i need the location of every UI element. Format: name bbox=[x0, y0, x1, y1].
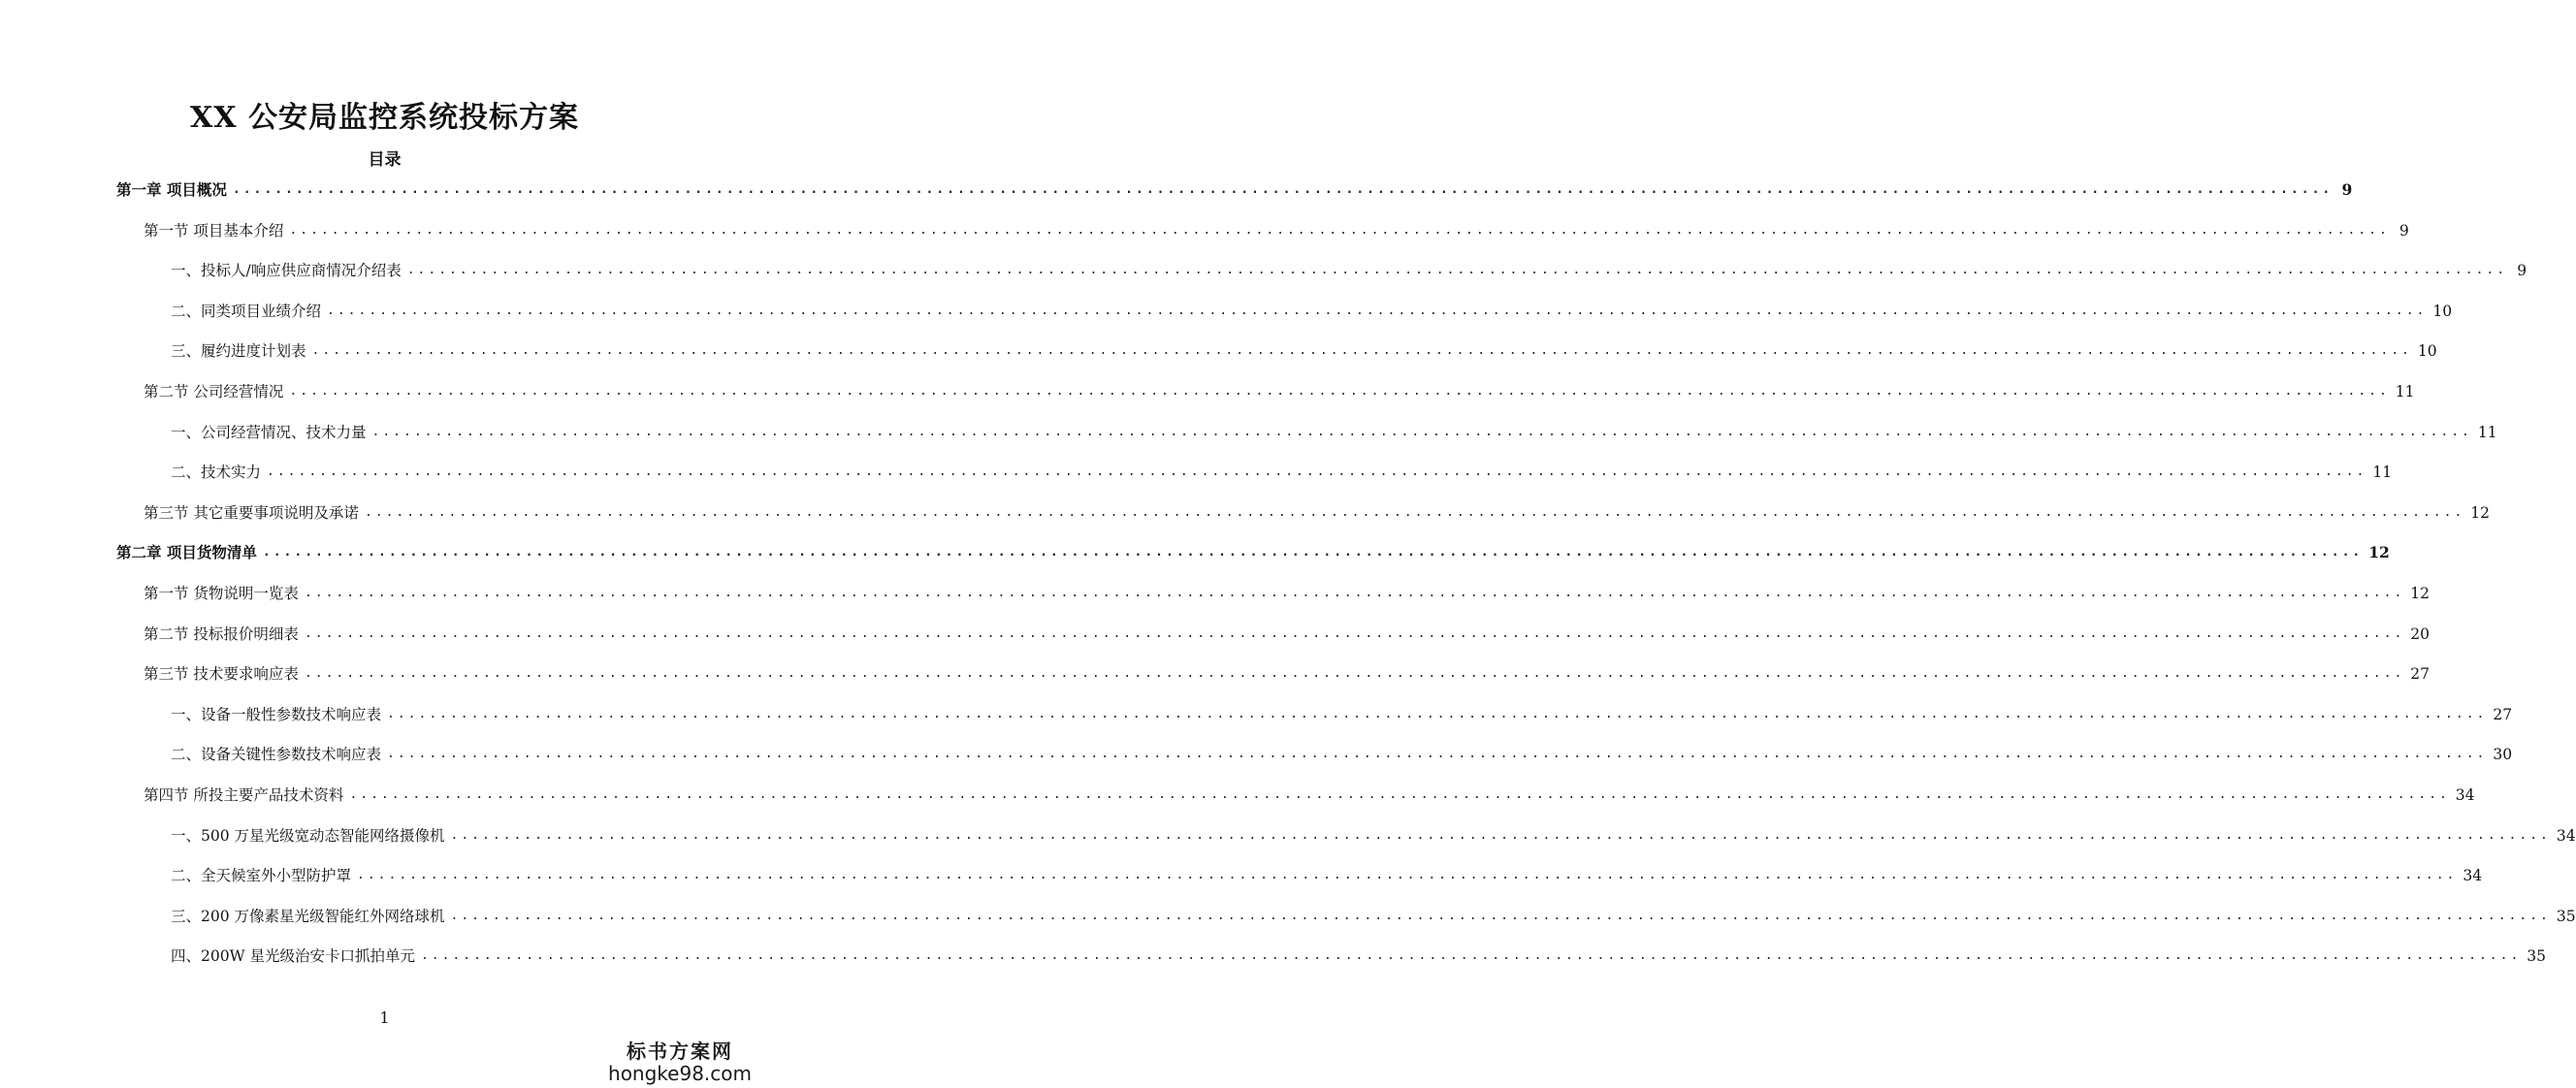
toc-leader-dots: ........................................................................................................................................................................................................ bbox=[311, 343, 2412, 359]
toc-entry-page: 9 bbox=[2399, 221, 2409, 240]
document-title: XX 公安局监控系统投标方案 bbox=[190, 101, 579, 135]
toc-entry-page: 30 bbox=[2493, 746, 2513, 764]
toc-entry[interactable] bbox=[116, 541, 2390, 564]
toc-heading: 目录 bbox=[368, 150, 402, 170]
toc-entry-label: 二、设备关键性参数技术响应表 bbox=[171, 746, 382, 764]
toc-entry-label: 第二节 公司经营情况 bbox=[144, 383, 284, 400]
toc-entry[interactable] bbox=[144, 662, 2431, 686]
toc-entry-label: 二、同类项目业绩介绍 bbox=[171, 302, 322, 320]
toc-leader-dots: ........................................................................................................................................................................................................ bbox=[371, 424, 2472, 439]
watermark-site-name: 标书方案网 bbox=[627, 1040, 733, 1063]
toc-entry-label: 第二章 项目货物清单 bbox=[116, 543, 257, 562]
toc-leader-dots: ........................................................................................................................................................................................................ bbox=[450, 908, 2551, 923]
toc-entry-label: 第三节 其它重要事项说明及承诺 bbox=[144, 503, 359, 522]
toc-entry-label: 第一章 项目概况 bbox=[116, 180, 227, 199]
toc-leader-dots: ........................................................................................................................................................................................................ bbox=[420, 948, 2522, 964]
toc-leader-dots: ........................................................................................................................................................................................................ bbox=[304, 666, 2405, 682]
toc-leader-dots: ........................................................................................................................................................................................................ bbox=[364, 504, 2465, 520]
toc-entry-label: 第三节 技术要求响应表 bbox=[144, 665, 299, 684]
toc-leader-dots: ........................................................................................................................................................................................................ bbox=[450, 827, 2551, 843]
toc-entry-label: 二、技术实力 bbox=[171, 464, 262, 482]
watermark-logo bbox=[608, 1036, 752, 1085]
toc-entry-page: 10 bbox=[2417, 342, 2437, 361]
toc-entry[interactable] bbox=[171, 339, 2437, 363]
toc-leader-dots: ........................................................................................................................................................................................................ bbox=[387, 706, 2488, 721]
toc-entry-label: 一、设备一般性参数技术响应表 bbox=[171, 705, 382, 723]
toc-leader-dots: ........................................................................................................................................................................................................ bbox=[267, 464, 2367, 480]
toc-entry-page: 11 bbox=[2372, 464, 2393, 482]
toc-entry[interactable] bbox=[171, 944, 2547, 968]
toc-entry-page: 10 bbox=[2432, 302, 2453, 320]
toc-entry-page: 11 bbox=[2477, 423, 2497, 441]
toc-entry[interactable] bbox=[171, 461, 2393, 484]
toc-entry-label: 一、投标人/响应供应商情况介绍表 bbox=[171, 262, 402, 280]
toc-entry[interactable] bbox=[171, 259, 2528, 282]
toc-entry[interactable] bbox=[144, 219, 2409, 242]
toc-entry-label: 二、全天候室外小型防护罩 bbox=[171, 867, 352, 885]
toc-entry-page: 27 bbox=[2410, 665, 2431, 684]
watermark-url: hongke98.com bbox=[608, 1062, 752, 1085]
toc-entry[interactable] bbox=[171, 703, 2513, 726]
toc-entry-page: 20 bbox=[2410, 624, 2431, 643]
toc-entry-label: 四、200W 星光级治安卡口抓拍单元 bbox=[171, 947, 415, 966]
toc-entry-label: 一、公司经营情况、技术力量 bbox=[171, 423, 367, 441]
toc-entry[interactable] bbox=[144, 582, 2431, 605]
toc-entry-label: 三、200 万像素星光级智能红外网络球机 bbox=[171, 907, 445, 925]
toc-leader-dots: ........................................................................................................................................................................................................ bbox=[387, 747, 2488, 762]
toc-entry-page: 9 bbox=[2517, 262, 2528, 280]
toc-entry-label: 第一节 项目基本介绍 bbox=[144, 221, 284, 240]
toc-leader-dots: ........................................................................................................................................................................................................ bbox=[289, 384, 2390, 399]
toc-entry-label: 第四节 所投主要产品技术资料 bbox=[144, 786, 344, 804]
toc-leader-dots: ........................................................................................................................................................................................................ bbox=[304, 586, 2405, 600]
toc-entry-page: 27 bbox=[2493, 705, 2513, 723]
toc-leader-dots: ........................................................................................................................................................................................................ bbox=[262, 545, 2364, 560]
toc-entry[interactable] bbox=[171, 743, 2513, 766]
toc-entry-label: 三、履约进度计划表 bbox=[171, 342, 306, 361]
toc-entry[interactable] bbox=[144, 380, 2415, 403]
toc-entry-page: 11 bbox=[2395, 383, 2415, 400]
toc-leader-dots: ........................................................................................................................................................................................................ bbox=[349, 787, 2450, 802]
toc-entry[interactable] bbox=[144, 501, 2491, 525]
toc-entry[interactable] bbox=[171, 824, 2576, 848]
toc-leader-dots: ........................................................................................................................................................................................................ bbox=[304, 625, 2405, 641]
toc-leader-dots: ........................................................................................................................................................................................................ bbox=[232, 182, 2334, 197]
toc-entry-label: 第一节 货物说明一览表 bbox=[144, 585, 299, 602]
toc-leader-dots: ........................................................................................................................................................................................................ bbox=[357, 868, 2458, 883]
toc-entry[interactable] bbox=[144, 784, 2475, 807]
page-number: 1 bbox=[379, 1008, 390, 1027]
toc-entry-label: 第二节 投标报价明细表 bbox=[144, 624, 299, 643]
toc-leader-dots: ........................................................................................................................................................................................................ bbox=[327, 303, 2428, 318]
toc-entry-page: 35 bbox=[2527, 947, 2547, 966]
toc-entry-page: 12 bbox=[2410, 585, 2431, 602]
toc-entry[interactable] bbox=[144, 623, 2431, 646]
toc-entry-page: 9 bbox=[2341, 180, 2353, 199]
toc-entry-page: 12 bbox=[2368, 543, 2390, 562]
toc-entry-label: 一、500 万星光级宽动态智能网络摄像机 bbox=[171, 826, 445, 845]
toc-entry-page: 34 bbox=[2556, 826, 2576, 845]
toc-leader-dots: ........................................................................................................................................................................................................ bbox=[289, 222, 2390, 238]
toc-entry[interactable] bbox=[171, 421, 2497, 444]
toc-entry[interactable] bbox=[171, 905, 2576, 928]
toc-entry-page: 12 bbox=[2470, 503, 2491, 522]
toc-entry-page: 34 bbox=[2463, 867, 2483, 885]
toc-entry[interactable] bbox=[116, 178, 2353, 202]
toc-entry[interactable] bbox=[171, 864, 2483, 887]
toc-entry-page: 35 bbox=[2556, 907, 2576, 925]
toc-entry-page: 34 bbox=[2455, 786, 2475, 804]
toc-entry[interactable] bbox=[171, 300, 2453, 323]
toc-leader-dots: ........................................................................................................................................................................................................ bbox=[406, 263, 2508, 278]
